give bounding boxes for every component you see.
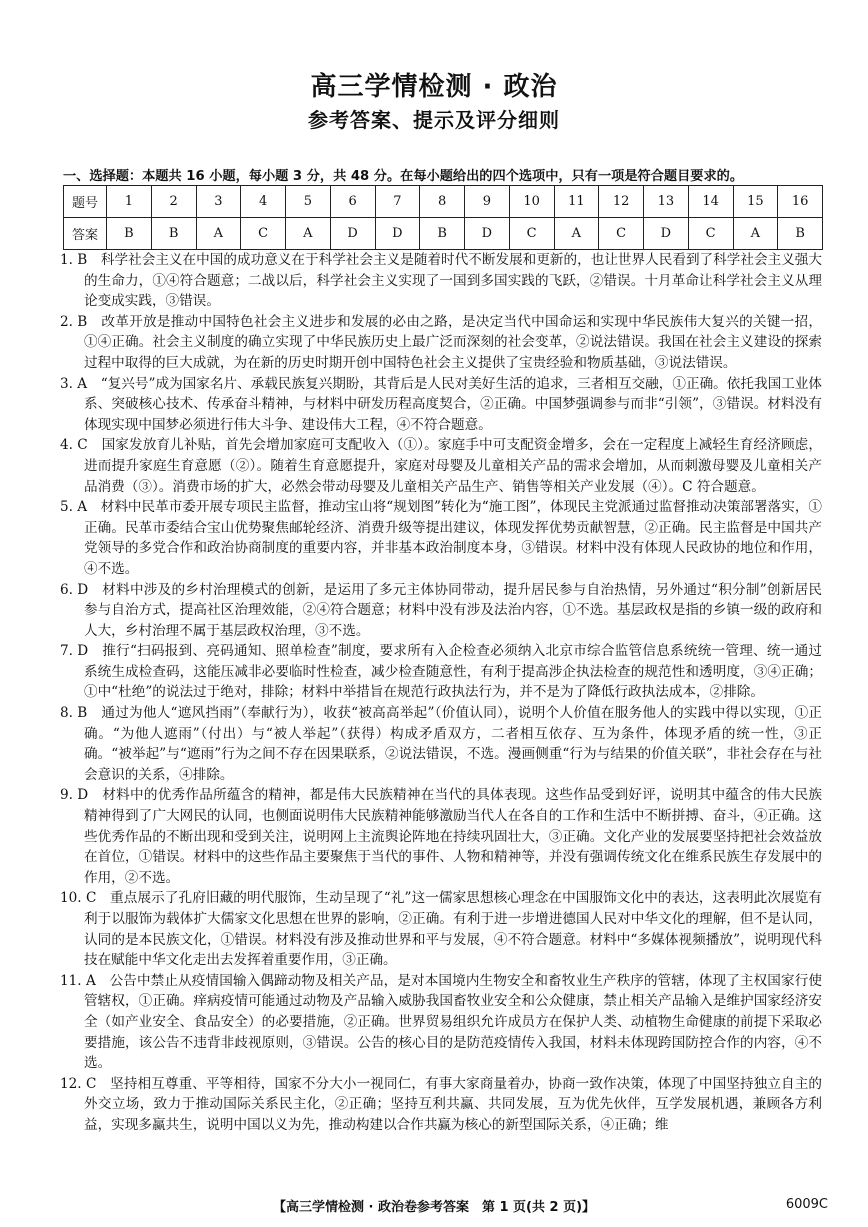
explanation-item <box>60 497 822 579</box>
explanation-item <box>60 312 822 374</box>
table-row-numbers <box>64 186 823 218</box>
item-number: 3. A <box>60 375 88 392</box>
answer-cell: C <box>599 218 644 250</box>
row-label-number: 题号 <box>64 186 107 218</box>
item-number: 7. D <box>60 643 89 660</box>
item-number: 6. D <box>60 581 89 598</box>
item-number: 1. B <box>60 252 88 268</box>
table-row-answers <box>64 218 823 250</box>
page-title: 高三学情检测 · 政治 <box>310 72 558 102</box>
item-text: 材料中民革市委开展专项民主监督，推动宝山将“规划图”转化为“施工图”，体现民主党派通过监督推动决策部署落实，①正确。民革市委结合宝山优势聚焦邮轮经济、消费升级等提出建议，体现发挥优势贡献智慧，②正确。民主监督是中国共产党领导的多党合作和政治协商制度的重要内容，并非基本政治制度本身，③错误。材料中没有体现人民政协的地位和作用，④不选。 <box>84 499 823 577</box>
item-text: 重点展示了孔府旧藏的明代服饰，生动呈现了“礼”这一儒家思想核心理念在中国服饰文化中的表达，这表明此次展览有利于以服饰为载体扩大儒家文化思想在世界的影响，②正确。有利于进一步增进德国人民对中华文化的理解，但不是认同，认同的是本民族文化，①错误。材料没有涉及推动世界和平与发展，④不符合题意。材料中“多媒体视频播放”，说明现代科技在赋能中华文化走出去发挥着重要作用，③正确。 <box>84 890 822 969</box>
explanation-item <box>60 703 822 785</box>
item-number: 5. A <box>60 499 88 516</box>
question-number: 7 <box>375 186 420 218</box>
item-text: 通过为他人“遮风挡雨”（奉献行为），收获“被高高举起”（价值认同），说明个人价值在服务他人的实践中得以实现，①正确。“为他人遮雨”（付出）与“被人举起”（获得）构成矛盾双方，二者相互依存、互为条件，体现矛盾的统一性，③正确。“被举起”与“遮雨”行为之间不存在因果联系，②说法错误，不选。漫画侧重“行为与结果的价值关联”，非社会存在与社会意识的关系，④排除。 <box>84 705 822 783</box>
answer-cell: C <box>688 218 733 250</box>
paper-code: 6009C <box>785 1197 828 1212</box>
item-number: 9. D <box>60 787 89 804</box>
explanation-item <box>60 641 822 703</box>
item-text: 公告中禁止从疫情国输入偶蹄动物及相关产品，是对本国境内生物安全和畜牧业生产秩序的管辖，体现了主权国家行使管辖权，①正确。痒病疫情可能通过动物及产品输入威胁我国畜牧业安全和公众健康，禁止相关产品输入是维护国家经济安全（如产业安全、食品安全）的必要措施，②正确。世界贸易组织允许成员方在保护人类、动植物生命健康的前提下采取必要措施，该公告不违背非歧视原则，③错误。公告的核心目的是防范疫情传入我国，材料未体现跨国防控合作的内容，④不选。 <box>84 972 822 1072</box>
answer-cell: D <box>644 218 689 250</box>
explanations <box>60 250 822 1136</box>
question-number: 15 <box>733 186 778 218</box>
answer-cell: A <box>733 218 778 250</box>
question-number: 2 <box>151 186 196 218</box>
explanation-item <box>60 435 822 497</box>
answer-cell: C <box>241 218 286 250</box>
answer-table <box>63 185 823 250</box>
explanation-item <box>60 888 822 970</box>
question-number: 12 <box>599 186 644 218</box>
answer-cell: B <box>107 218 152 250</box>
question-number: 14 <box>688 186 733 218</box>
answer-cell: C <box>509 218 554 250</box>
question-number: 11 <box>554 186 599 218</box>
item-number: 10. C <box>60 890 97 907</box>
answer-cell: D <box>330 218 375 250</box>
answer-cell: D <box>465 218 510 250</box>
item-number: 12. C <box>60 1075 97 1092</box>
question-number: 13 <box>644 186 689 218</box>
question-number: 5 <box>286 186 331 218</box>
item-number: 11. A <box>60 972 96 989</box>
explanation-item <box>60 250 822 312</box>
question-number: 8 <box>420 186 465 218</box>
question-number: 3 <box>196 186 241 218</box>
section-heading: 一、选择题：本题共 16 小题，每小题 3 分，共 48 分。在每小题给出的四个选项中，只有一项是符合题目要求的。 <box>63 169 744 184</box>
answer-cell: A <box>554 218 599 250</box>
explanation-item <box>60 785 822 888</box>
item-number: 2. B <box>60 313 88 330</box>
question-number: 10 <box>509 186 554 218</box>
item-number: 8. B <box>60 705 88 722</box>
answer-cell: B <box>420 218 465 250</box>
explanation-item <box>60 971 822 1074</box>
item-number: 4. C <box>60 437 88 454</box>
answer-cell: D <box>375 218 420 250</box>
explanation-item <box>60 1074 822 1136</box>
item-text: 推行“扫码报到、亮码通知、照单检查”制度，要求所有入企检查必须纳入北京市综合监管信息系统统一管理、统一通过系统生成检查码，这能压减非必要临时性检查，减少检查随意性，有利于提高涉企执法检查的规范性和透明度，③④正确；①中“杜绝”的说法过于绝对，排除；材料中举措旨在规范行政执法行为，并不是为了降低行政执法成本，②排除。 <box>84 643 822 701</box>
question-number: 9 <box>465 186 510 218</box>
item-text: 国家发放育儿补贴，首先会增加家庭可支配收入（①）。家庭手中可支配资金增多，会在一定程度上减轻生育经济顾虑，进而提升家庭生育意愿（②）。随着生育意愿提升，家庭对母婴及儿童相关产品的需求会增加，从而刺激母婴及儿童相关产品消费（③）。消费市场的扩大，必然会带动母婴及儿童相关产品生产、销售等相关产业发展（④）。C 符合题意。 <box>84 437 822 495</box>
item-text: 科学社会主义在中国的成功意义在于科学社会主义是随着时代不断发展和更新的，也让世界人民看到了科学社会主义强大的生命力，①④符合题意；二战以后，科学社会主义实现了一国到多国实践的飞跃，②错误。十月革命让科学社会主义从理论变成实践，③错误。 <box>84 252 823 310</box>
question-number: 1 <box>107 186 152 218</box>
item-text: 材料中的优秀作品所蕴含的精神，都是伟大民族精神在当代的具体表现。这些作品受到好评，说明其中蕴含的伟大民族精神得到了广大网民的认同，也侧面说明伟大民族精神能够激励当代人在各自的工作和生活中不断拼搏、奋斗，④正确。这些优秀作品的不断出现和受到关注，说明网上主流舆论阵地在持续巩固壮大，③正确。文化产业的发展要坚持把社会效益放在首位，①错误。材料中的这些作品主要聚焦于当代的事件、人物和精神等，并没有强调传统文化在维系民族生存发展中的作用，②不选。 <box>84 787 823 886</box>
answer-cell: A <box>196 218 241 250</box>
explanation-item <box>60 374 822 436</box>
answer-cell: B <box>778 218 823 250</box>
question-number: 16 <box>778 186 823 218</box>
row-label-answer: 答案 <box>64 218 107 250</box>
explanation-item <box>60 580 822 642</box>
item-text: “复兴号”成为国家名片、承载民族复兴期盼，其背后是人民对美好生活的追求，三者相互交融，①正确。依托我国工业体系、突破核心技术、传承奋斗精神，与材料中研发历程高度契合，②正确。中国梦强调参与而非“引领”，③错误。材料没有体现实现中国梦必须进行伟大斗争、建设伟大工程，④不符合题意。 <box>84 375 823 433</box>
item-text: 坚持相互尊重、平等相待，国家不分大小一视同仁，有事大家商量着办，协商一致作决策，体现了中国坚持独立自主的外交立场，致力于推动国际关系民主化，②正确；坚持互利共赢、共同发展，互为优先伙伴，互学发展机遇，兼顾各方利益，实现多赢共生，说明中国以义为先，推动构建以合作共赢为核心的新型国际关系，④正确；维 <box>84 1075 823 1133</box>
question-number: 4 <box>241 186 286 218</box>
question-number: 6 <box>330 186 375 218</box>
page-footer: 【高三学情检测 · 政治卷参考答案 第 1 页(共 2 页)】 <box>272 1200 596 1215</box>
answer-cell: A <box>286 218 331 250</box>
page-subtitle: 参考答案、提示及评分细则 <box>308 108 560 132</box>
item-text: 改革开放是推动中国特色社会主义进步和发展的必由之路，是决定当代中国命运和实现中华民族伟大复兴的关键一招，①④正确。社会主义制度的确立实现了中华民族历史上最广泛而深刻的社会变革，②说法错误。我国在社会主义建设的探索过程中取得的巨大成就，为在新的历史时期开创中国特色社会主义提供了宝贵经验和物质基础，③说法错误。 <box>84 313 823 371</box>
item-text: 材料中涉及的乡村治理模式的创新，是运用了多元主体协同带动，提升居民参与自治热情，另外通过“积分制”创新居民参与自治方式，提高社区治理效能，②④符合题意；材料中没有涉及法治内容，①不选。基层政权是指的乡镇一级的政府和人大，乡村治理不属于基层政权治理，③不选。 <box>84 581 822 639</box>
answer-cell: B <box>151 218 196 250</box>
